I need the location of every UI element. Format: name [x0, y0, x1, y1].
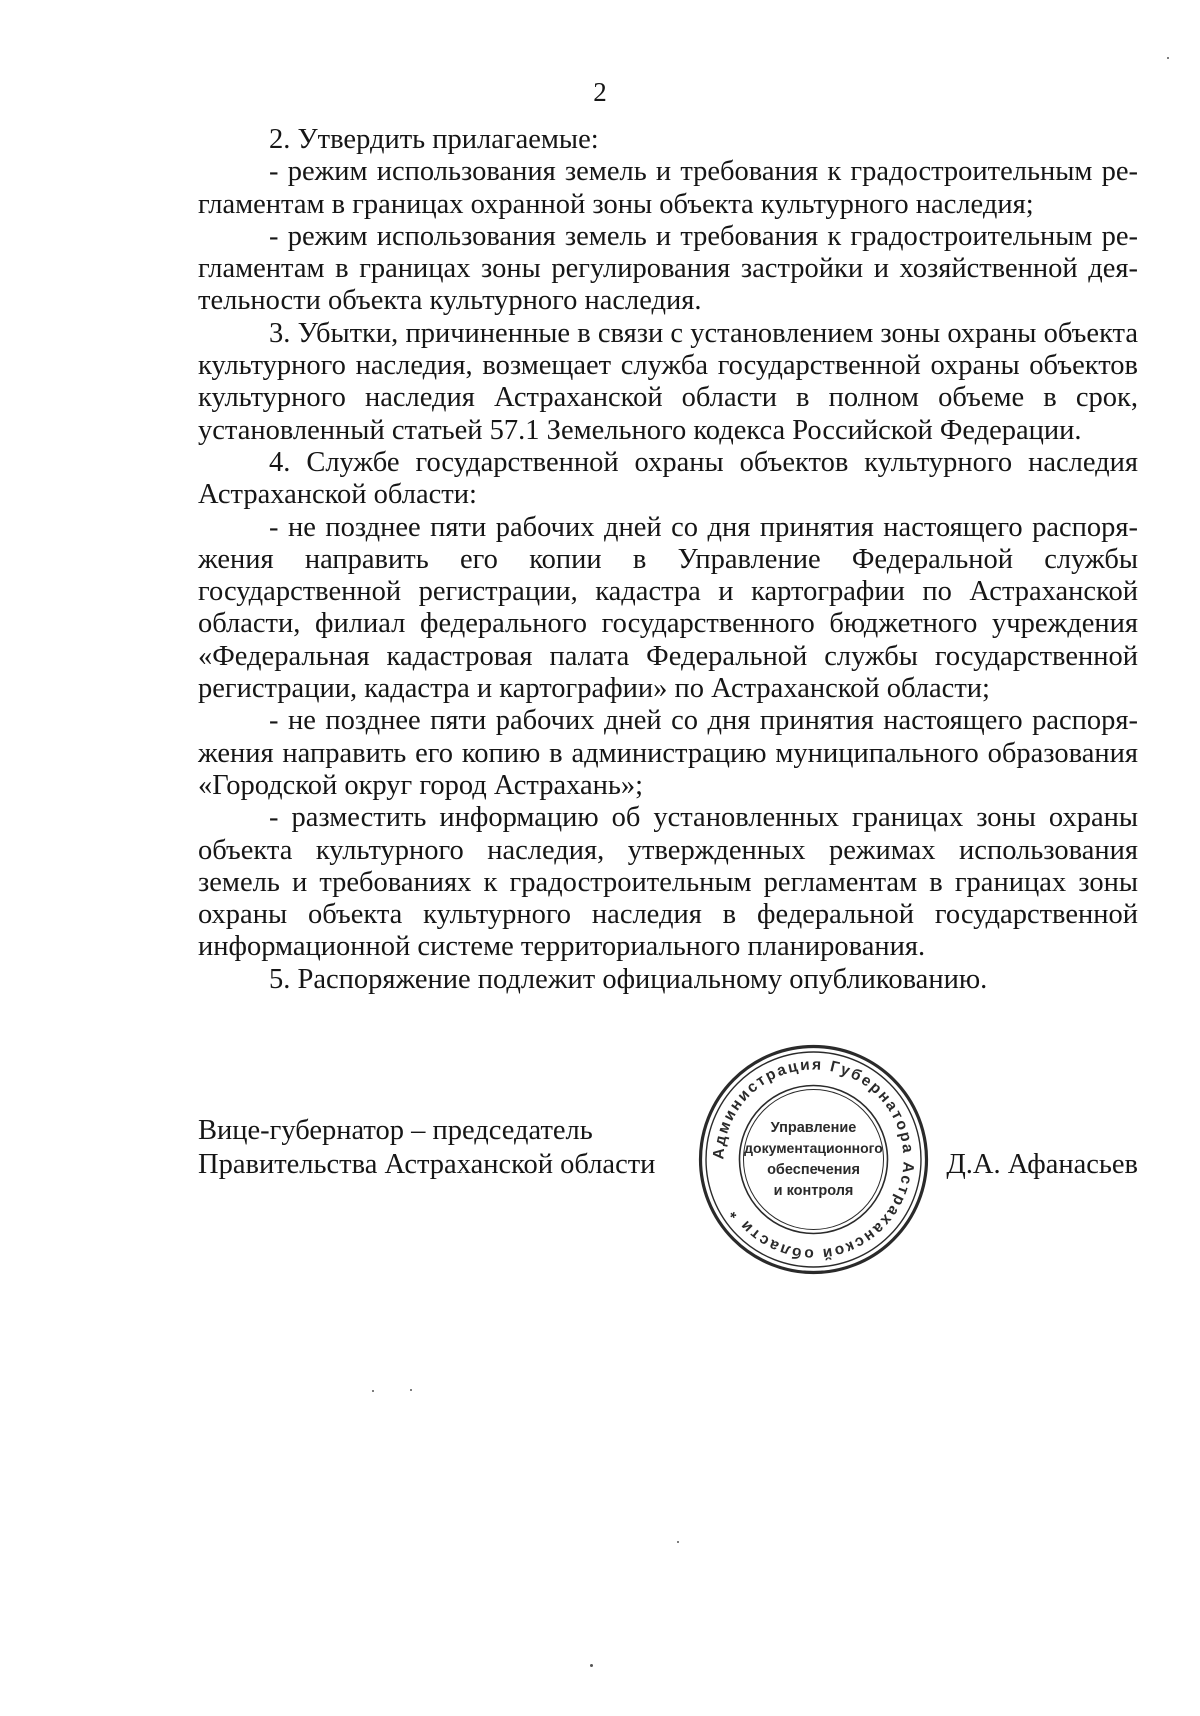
signatory-position-line: Правительства Астраханской области [198, 1149, 656, 1180]
official-seal [697, 1043, 930, 1276]
signatory-name: Д.А. Афанасьев [946, 1149, 1138, 1180]
paragraph-publish-information: - разместить информацию об установленных границах зоны охраны объекта культурного наследия, утвержденных режимах использования земель и требованиях к градостроительным регламентам в границах зоны охраны объекта культурного наследия в федеральной государственной информационной системе территориального планирования. [198, 802, 1138, 963]
paragraph-send-copy-municipality: - не позднее пяти рабочих дней со дня принятия настоящего распоряжения направить его копию в администрацию муниципального образования «Городской округ город Астрахань»; [198, 705, 1138, 801]
seal-inner-line: обеспечения [767, 1162, 860, 1178]
paragraph-official-publication: 5. Распоряжение подлежит официальному опубликованию. [269, 963, 988, 995]
document-body [198, 124, 1138, 996]
seal-outer-text: Администрация Губернатора Астраханской области * [710, 1056, 917, 1263]
seal-inner-line: документационного [744, 1140, 883, 1156]
paragraph-losses: 3. Убытки, причиненные в связи с установлением зоны охраны объекта культурного наследия, возмещает служба государственной охраны объектов культурного наследия Астраханской области в полном объеме в срок, установленный статьей 57.1 Земельного кодекса Российской Федерации. [198, 317, 1138, 446]
svg-text:Администрация Губернатора Астр [710, 1056, 916, 1262]
paragraph-approve: 2. Утвердить прилагаемые: [269, 124, 599, 155]
scan-speck [590, 1664, 593, 1667]
scan-speck [1167, 57, 1169, 59]
signatory-position-line: Вице-губернатор – председатель [198, 1115, 593, 1146]
paragraph-regime-regulation-zone: - режим использования земель и требования к градостроительным регламентам в границах зоны регулирования застройки и хозяйственной деятельности объекта культурного наследия. [198, 220, 1138, 317]
signatory-position [198, 1114, 655, 1182]
page-number: 2 [593, 77, 607, 107]
seal-inner-line: и контроля [773, 1183, 854, 1199]
paragraph-service-instruction: 4. Службе государственной охраны объектов культурного наследия Астраханской области: [198, 446, 1138, 511]
paragraph-send-copies-rosreestr: - не позднее пяти рабочих дней со дня принятия настоящего распоряжения направить его копии в Управление Федеральной службы государственной регистрации, кадастра и картографии по Астраханской области, филиал федерального государственного бюджетного учреждения «Федеральная кадастровая палата Федеральной службы государственной регистрации, кадастра и картографии» по Астраханской области; [198, 511, 1138, 705]
paragraph-regime-protection-zone: - режим использования земель и требования к градостроительным регламентам в границах охранной зоны объекта культурного наследия; [198, 156, 1138, 220]
seal-inner-line: Управление [770, 1120, 857, 1136]
scan-speck [372, 1390, 374, 1392]
scan-speck [677, 1541, 679, 1543]
scan-speck [410, 1389, 412, 1391]
seal-graphic [697, 1043, 930, 1276]
